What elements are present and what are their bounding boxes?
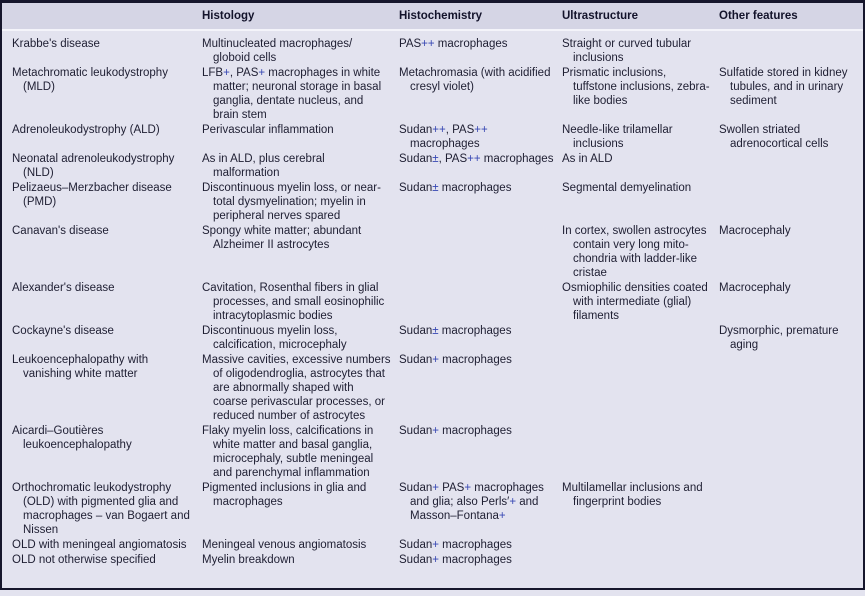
- cell-histology: As in ALD, plus cerebral malformation: [202, 153, 325, 179]
- table-row: [2, 553, 863, 567]
- cell-disease: Cockayne's disease: [12, 325, 114, 337]
- table-row: [2, 224, 863, 280]
- cell-histology: Perivascular inflammation: [202, 124, 334, 136]
- table-body: [2, 31, 863, 567]
- table-row: [2, 324, 863, 352]
- cell-histochemistry: Sudan± macrophages: [399, 325, 512, 337]
- positivity-marker: +: [432, 482, 439, 494]
- cell-disease: Canavan's disease: [12, 225, 109, 237]
- cell-histochemistry: Sudan+ macrophages: [399, 354, 512, 366]
- column-header-histochemistry: Histochemistry: [399, 10, 483, 22]
- positivity-marker: +: [432, 425, 439, 437]
- cell-histology: Meningeal venous angiomatosis: [202, 539, 367, 551]
- cell-disease: Krabbe's disease: [12, 38, 100, 50]
- cell-other: Swollen striated adrenocortical cells: [719, 124, 829, 150]
- positivity-marker: +: [464, 482, 472, 494]
- table-header-row: [2, 3, 863, 31]
- cell-histology: Discontinuous myelin loss, calcification, microcephaly: [202, 325, 347, 351]
- cell-histology: Pigmented inclusions in glia and macrophages: [202, 482, 367, 508]
- cell-ultrastructure: Segmental demyelination: [562, 182, 692, 194]
- table-row: [2, 538, 863, 552]
- cell-histochemistry: Sudan+ PAS+ macrophages and glia; also Perls′+ and Masson–Fontana+: [399, 482, 544, 522]
- cell-other: Macrocephaly: [719, 282, 791, 294]
- cell-ultrastructure: Needle-like trilamellar inclusions: [562, 124, 673, 150]
- cell-disease: OLD with meningeal angiomatosis: [12, 539, 187, 551]
- positivity-marker: ++: [421, 38, 435, 50]
- cell-ultrastructure: As in ALD: [562, 153, 613, 165]
- positivity-marker: ±: [432, 325, 439, 337]
- cell-histology: Multinucleated macrophages/ globoid cells: [202, 38, 353, 64]
- column-header-other-features: Other features: [719, 10, 798, 22]
- table-row: [2, 353, 863, 423]
- positivity-marker: +: [498, 510, 506, 522]
- cell-disease: Orthochromatic leukodystrophy (OLD) with pigmented glia and macrophages – van Bogaert and Nissen: [12, 482, 190, 536]
- table-row: [2, 152, 863, 180]
- table-row: [2, 481, 863, 537]
- column-header-disease: [2, 10, 202, 29]
- cell-histology: LFB+, PAS+ macrophages in white matter; neuronal storage in basal ganglia, dentate nucleus, and brain stem: [202, 67, 382, 121]
- positivity-marker: ±: [432, 153, 439, 165]
- cell-histology: Flaky myelin loss, calcifications in white matter and basal ganglia, microcephaly, subtle meningeal and parenchymal inflammation: [202, 425, 374, 479]
- cell-disease: Alexander's disease: [12, 282, 115, 294]
- cell-histochemistry: Sudan±, PAS++ macrophages: [399, 153, 554, 165]
- positivity-marker: +: [258, 67, 266, 79]
- cell-disease: Neonatal adrenoleukodystrophy (NLD): [12, 153, 175, 179]
- cell-other: Sulfatide stored in kidney tubules, and in urinary sediment: [719, 67, 848, 107]
- positivity-marker: +: [432, 554, 439, 566]
- positivity-marker: +: [432, 539, 439, 551]
- cell-histochemistry: Sudan++, PAS++ macrophages: [399, 124, 488, 150]
- cell-ultrastructure: Prismatic inclusions, tuffstone inclusions, zebra-like bodies: [562, 67, 710, 107]
- cell-histology: Cavitation, Rosenthal fibers in glial processes, and small eosinophilic intracytoplasmic bodies: [202, 282, 385, 322]
- cell-ultrastructure: In cortex, swollen astrocytes contain very long mito- chondria with ladder-like cristae: [562, 225, 707, 279]
- cell-histochemistry: Sudan+ macrophages: [399, 425, 512, 437]
- positivity-marker: ++: [467, 153, 481, 165]
- cell-disease: Pelizaeus–Merzbacher disease (PMD): [12, 182, 172, 208]
- cell-histology: Massive cavities, excessive numbers of oligodendroglia, astrocytes that are abnormally shaped with coarse perivascular processes, or reduced number of astrocytes: [202, 354, 391, 422]
- cell-histochemistry: PAS++ macrophages: [399, 38, 508, 50]
- positivity-marker: +: [223, 67, 230, 79]
- positivity-marker: +: [509, 496, 517, 508]
- positivity-marker: ++: [474, 124, 488, 136]
- cell-ultrastructure: Multilamellar inclusions and fingerprint bodies: [562, 482, 703, 508]
- table-row: [2, 424, 863, 480]
- cell-other: Dysmorphic, premature aging: [719, 325, 839, 351]
- cell-histology: Discontinuous myelin loss, or near- total dysmyelination; myelin in peripheral nerves spared: [202, 182, 381, 222]
- cell-histochemistry: Sudan+ macrophages: [399, 539, 512, 551]
- cell-histology: Myelin breakdown: [202, 554, 295, 566]
- cell-histochemistry: Sudan± macrophages: [399, 182, 512, 194]
- table-row: [2, 281, 863, 323]
- cell-histochemistry: Sudan+ macrophages: [399, 554, 512, 566]
- cell-other: Macrocephaly: [719, 225, 791, 237]
- cell-disease: Leukoencephalopathy with vanishing white matter: [12, 354, 149, 380]
- cell-histology: Spongy white matter; abundant Alzheimer II astrocytes: [202, 225, 362, 251]
- column-header-ultrastructure: Ultrastructure: [562, 10, 639, 22]
- cell-disease: Aicardi–Goutières leukoencephalopathy: [12, 425, 132, 451]
- cell-histochemistry: Metachromasia (with acidified cresyl violet): [399, 67, 551, 93]
- cell-ultrastructure: Osmiophilic densities coated with intermediate (glial) filaments: [562, 282, 708, 322]
- table-row: [2, 37, 863, 65]
- table-row: [2, 123, 863, 151]
- column-header-histology: Histology: [202, 10, 255, 22]
- cell-ultrastructure: Straight or curved tubular inclusions: [562, 38, 692, 64]
- positivity-marker: ±: [432, 182, 439, 194]
- positivity-marker: ++: [432, 124, 446, 136]
- table-row: [2, 181, 863, 223]
- table-row: [2, 66, 863, 122]
- cell-disease: Adrenoleukodystrophy (ALD): [12, 124, 160, 136]
- cell-disease: Metachromatic leukodystrophy (MLD): [12, 67, 168, 93]
- cell-disease: OLD not otherwise specified: [12, 554, 156, 566]
- positivity-marker: +: [432, 354, 439, 366]
